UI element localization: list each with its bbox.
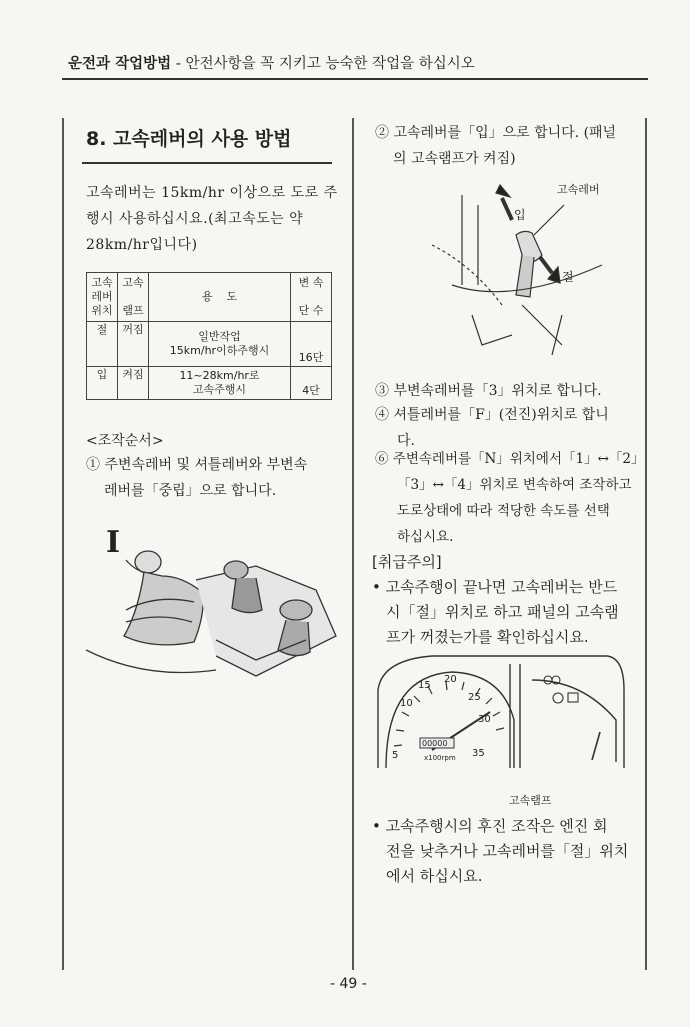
table-header-row (87, 273, 332, 322)
arrow-in-icon (496, 185, 510, 197)
step-line: 의 고속램프가 켜짐) (393, 151, 516, 167)
intro-line: 28km/hr입니다) (86, 237, 198, 253)
step-number: ① (86, 457, 100, 473)
table-row (87, 322, 332, 367)
step-number: ⑥ (375, 451, 389, 467)
chapter-subtitle: - 안전사항을 꼭 지키고 능숙한 작업을 하십시오 (171, 56, 475, 72)
tick-label: 30 (478, 714, 491, 725)
procedure-title: <조작순서> (86, 433, 164, 449)
tick-label: 5 (392, 750, 399, 761)
caution-line: 전을 낮추거나 고속레버를「절」위치 (386, 842, 629, 860)
caution-line: • 고속주행시의 후진 조작은 엔진 회 (372, 817, 608, 835)
tick-label: 35 (472, 748, 485, 759)
step-3 (375, 378, 637, 404)
intro-paragraph (86, 180, 336, 258)
step-2 (375, 120, 637, 172)
cell-usage: 11~28km/hr로 고속주행시 (149, 367, 291, 400)
header-lever-position: 고속 레버 위치 (87, 273, 118, 322)
caution-bullet-1 (372, 575, 640, 650)
cell-position: 절 (87, 322, 118, 367)
page-number: - 49 - (330, 976, 367, 992)
left-margin-rule (62, 118, 64, 970)
header-lamp: 고속 램프 (118, 273, 149, 322)
step-line: 부변속레버를「3」위치로 합니다. (393, 383, 602, 399)
speed-lever-table (86, 272, 332, 400)
caution-line: 프가 꺼졌는가를 확인하십시요. (386, 628, 589, 646)
step-line: 하십시요. (397, 529, 454, 545)
step-line: 「3」↔「4」위치로 변속하여 조작하고 (397, 477, 632, 493)
cell-gear: 16단 (291, 322, 332, 367)
section-title-underline (82, 162, 332, 164)
step-number: ④ (375, 407, 389, 423)
intro-line: 고속레버는 15km/hr 이상으로 도로 주 (86, 185, 338, 201)
tick-label: 20 (444, 674, 457, 685)
step-number: ③ (375, 383, 389, 399)
cell-lamp: 꺼짐 (118, 322, 149, 367)
caution-line: 에서 하십시요. (386, 867, 483, 885)
caution-title: [취급주의] (372, 553, 442, 571)
tick-label: 10 (400, 698, 413, 709)
tick-label: 15 (418, 680, 431, 691)
cell-usage: 일반작업 15km/hr이하주행시 (149, 322, 291, 367)
label-in: 입 (514, 208, 526, 222)
intro-line: 행시 사용하십시요.(최고속도는 약 (86, 211, 304, 227)
right-margin-rule (645, 118, 647, 970)
lever-illustration (86, 520, 348, 700)
center-column-rule (352, 118, 354, 970)
header-gear-count: 변 속 단 수 (291, 273, 332, 322)
hour-counter: 00000 (422, 739, 448, 748)
step-6 (375, 446, 645, 550)
step-1 (86, 452, 341, 504)
header-rule (62, 78, 648, 80)
cell-gear: 4단 (291, 367, 332, 400)
step-line: 고속레버를「입」으로 합니다. (패널 (393, 125, 617, 141)
step-line: 주변속레버를「N」위치에서「1」↔「2」 (392, 451, 645, 467)
label-high-speed-lever: 고속레버 (557, 183, 600, 196)
step-line: 다. (397, 433, 415, 449)
gauge-caption: 고속램프 (509, 794, 552, 807)
cell-position: 입 (87, 367, 118, 400)
instrument-panel-illustration (372, 650, 627, 772)
step-number: ② (375, 125, 389, 141)
tick-label: 25 (468, 692, 481, 703)
table-row (87, 367, 332, 400)
position-mark-i: I (106, 525, 121, 560)
chapter-title: 운전과 작업방법 (68, 56, 172, 72)
page-header (68, 52, 475, 73)
step-line: 주변속레버 및 셔틀레버와 부변속 (104, 457, 308, 473)
step-line: 도로상태에 따라 적당한 속도를 선택 (397, 503, 610, 519)
caution-bullet-2 (372, 814, 640, 889)
high-speed-lever-illustration (392, 175, 632, 365)
cell-lamp: 켜짐 (118, 367, 149, 400)
header-usage: 용 도 (149, 273, 291, 322)
caution-line: • 고속주행이 끝나면 고속레버는 반드 (372, 578, 618, 596)
step-line: 레버를「중립」으로 합니다. (104, 483, 277, 499)
rpm-unit: x100rpm (424, 754, 456, 762)
label-out: 절 (562, 270, 574, 284)
step-line: 셔틀레버를「F」(전진)위치로 합니 (393, 407, 609, 423)
section-title: 8. 고속레버의 사용 방법 (86, 128, 292, 150)
caution-line: 시「절」위치로 하고 패널의 고속램 (386, 603, 619, 621)
